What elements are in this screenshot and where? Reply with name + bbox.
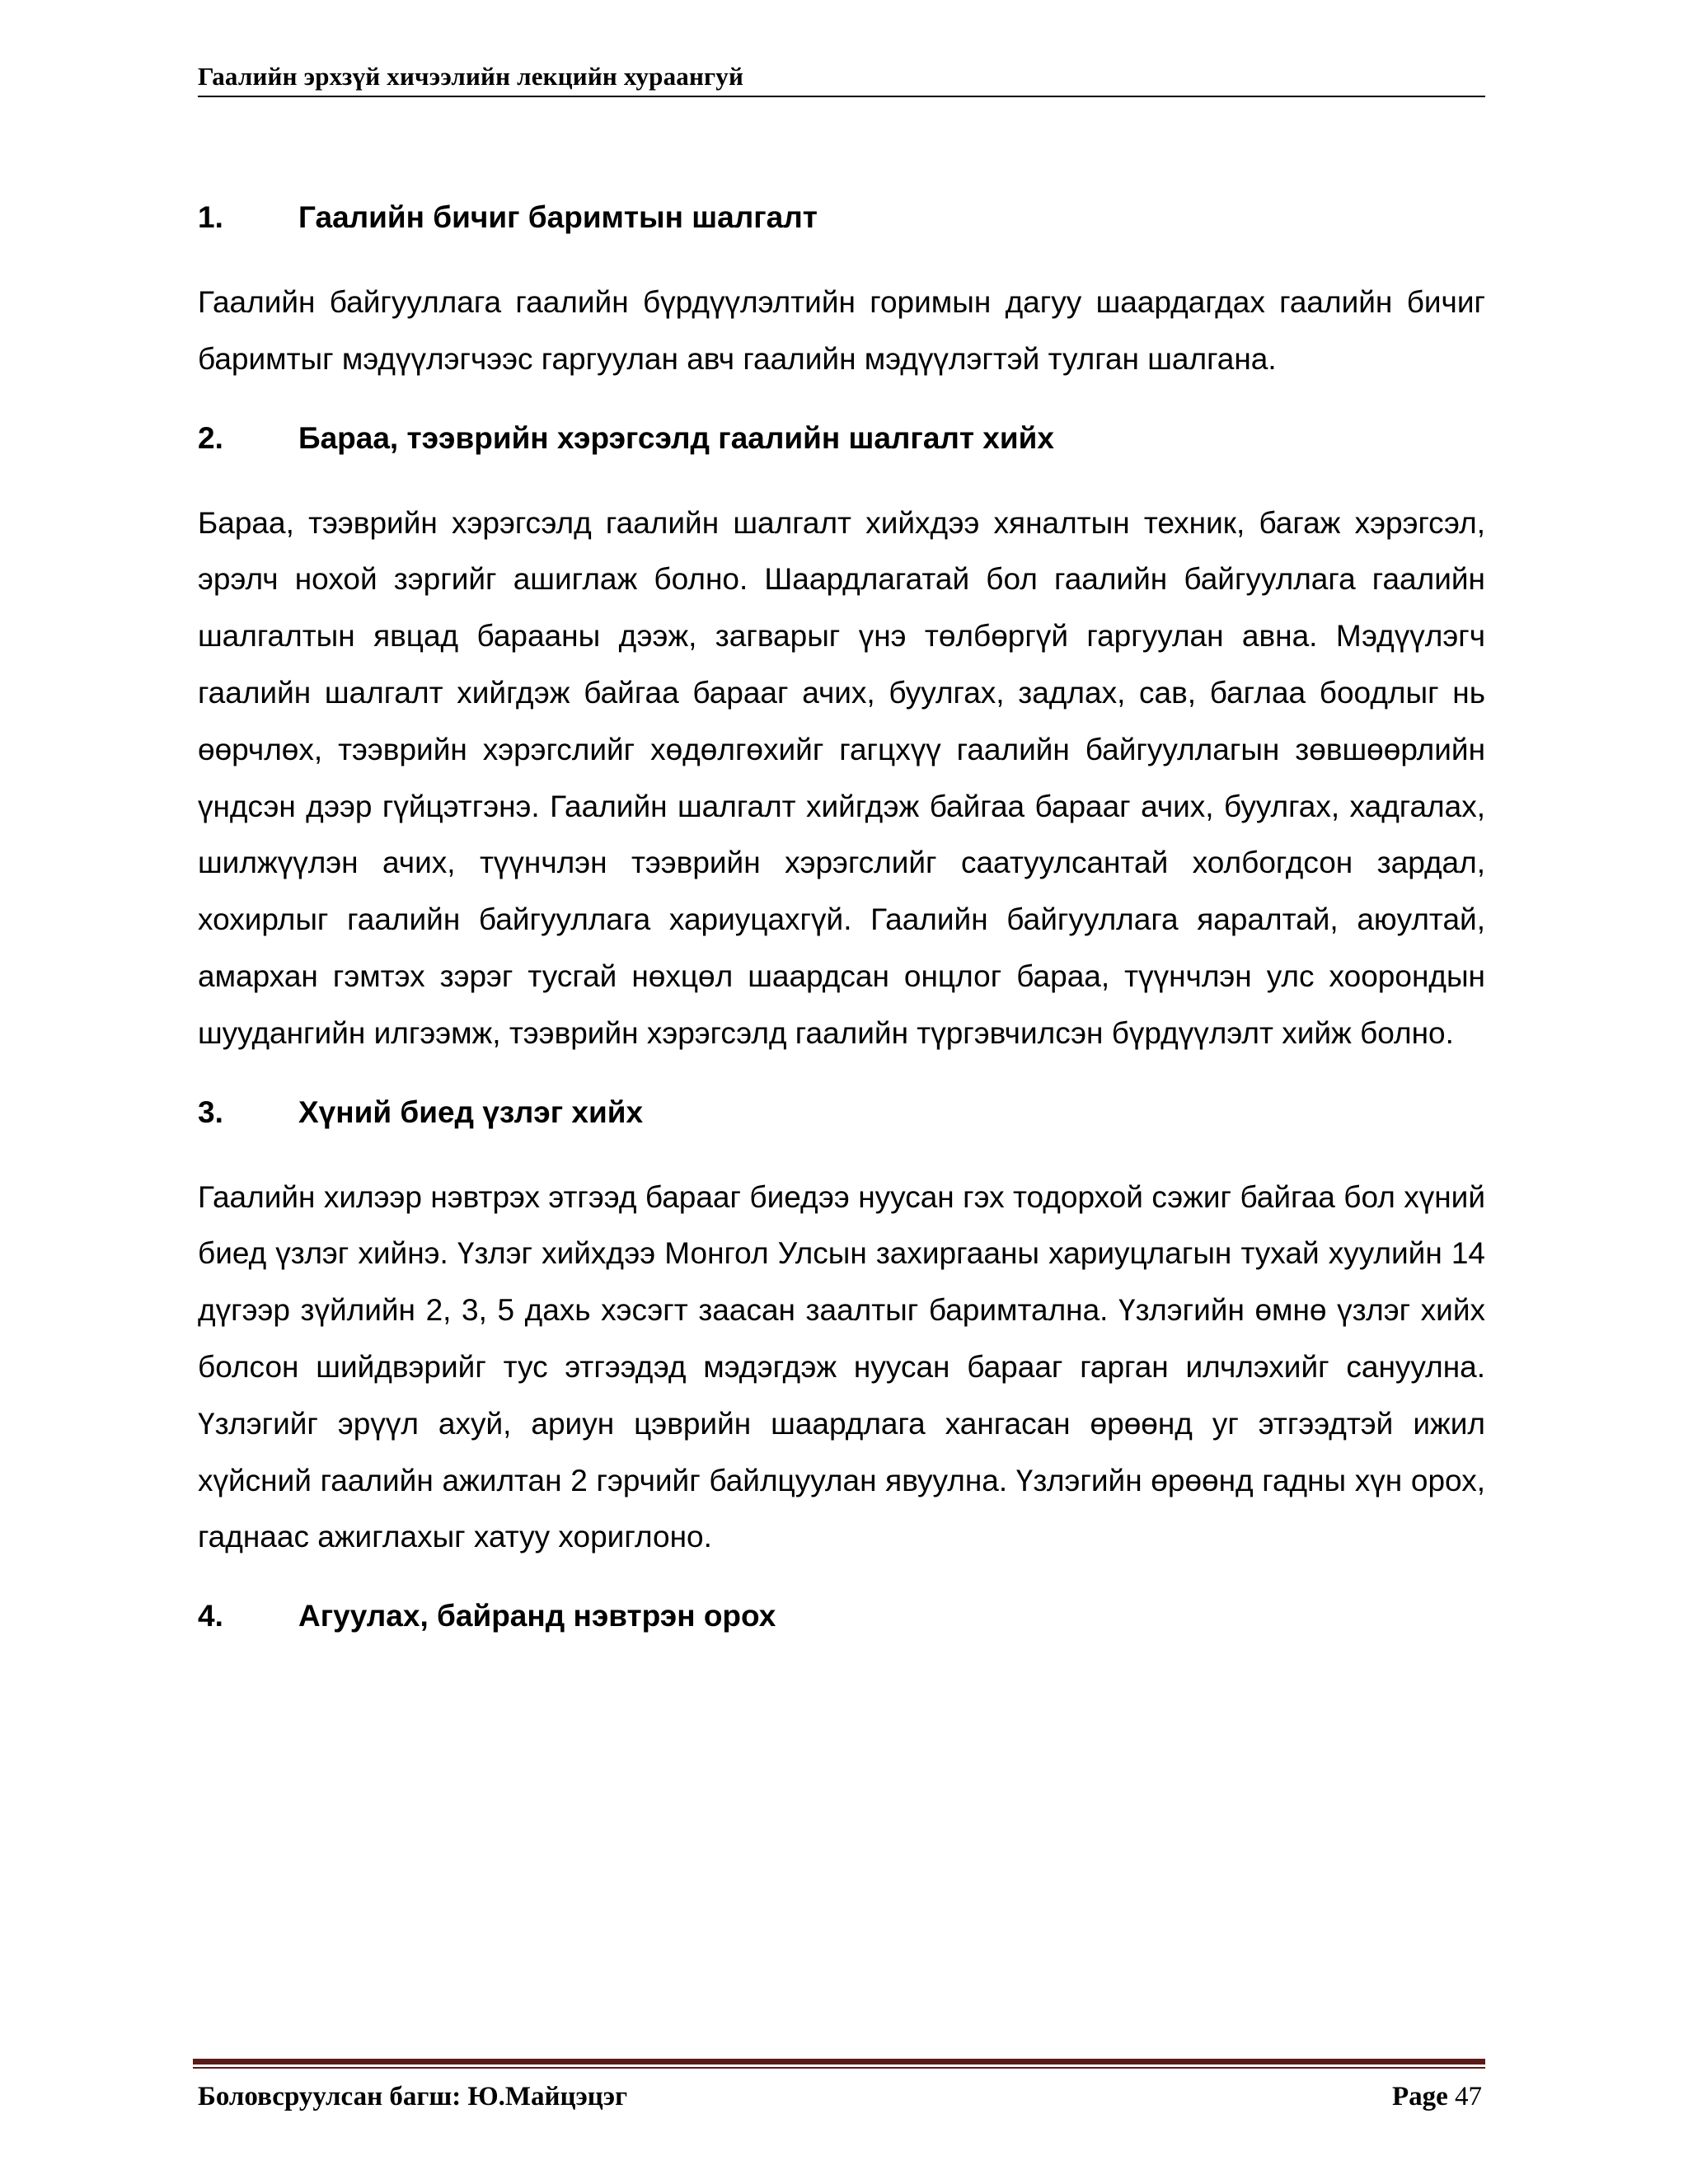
footer-author: Боловсруулсан багш: Ю.Майцэцэг [198,2082,628,2111]
section-heading-4 [198,1591,1485,1642]
page-footer [198,2079,1485,2115]
section-number: 1. [198,200,223,234]
section-heading-2 [198,413,1485,464]
section-heading-1 [198,192,1485,243]
header-title: Гаалийн эрхзүй хичээлийн лекцийн хураангуй [198,62,744,91]
footer-divider-thick [193,2059,1485,2064]
page-header [198,58,1485,97]
page-label: Page [1391,2082,1448,2111]
footer-divider [193,2059,1485,2070]
section-body-1: Гаалийн байгууллага гаалийн бүрдүүлэлтийн горимын дагуу шаардагдах гаалийн бичиг баримтыг мэдүүлэгчээс гаргуулан авч гаалийн мэдүүлэгтэй тулган шалгана. [198,285,1485,376]
section-body-2: Бараа, тээврийн хэрэгсэлд гаалийн шалгалт хийхдээ хяналтын техник, багаж хэрэгсэл, эрэлч нохой зэргийг ашиглаж болно. Шаардлагатай бол гаалийн байгууллага гаалийн шалгалтын явцад барааны дээж, загварыг үнэ төлбөргүй гаргуулан авна. Мэдүүлэгч гаалийн шалгалт хийгдэж байгаа барааг ачих, буулгах, задлах, сав, баглаа боодлыг нь өөрчлөх, тээврийн хэрэгслийг хөдөлгөхийг гагцхүү гаалийн байгууллагын зөвшөөрлийн үндсэн дээр гүйцэтгэнэ. Гаалийн шалгалт хийгдэж байгаа барааг ачих, буулгах, хадгалах, шилжүүлэн ачих, түүнчлэн тээврийн хэрэгслийг саатуулсантай холбогдсон зардал, хохирлыг гаалийн байгууллага хариуцахгүй. Гаалийн байгууллага яаралтай, аюултай, амархан гэмтэх зэрэг тусгай нөхцөл шаардсан онцлог бараа, түүнчлэн улс хоорондын шуудангийн илгээмж, тээврийн хэрэгсэлд гаалийн түргэвчилсэн бүрдүүлэлт хийж болно. [198,505,1485,1050]
section-number: 4. [198,1599,223,1633]
page-content [198,192,1485,1642]
section-title: Бараа, тээврийн хэрэгсэлд гаалийн шалгалт хийх [298,420,1054,455]
section-title: Гаалийн бичиг баримтын шалгалт [298,200,818,234]
section-number: 2. [198,420,223,455]
section-title: Хүний биед үзлэг хийх [298,1094,644,1129]
footer-divider-thin [193,2067,1485,2069]
section-body-3: Гаалийн хилээр нэвтрэх этгээд барааг биедээ нуусан гэх тодорхой сэжиг байгаа бол хүний биед үзлэг хийнэ. Үзлэг хийхдээ Монгол Улсын захиргааны хариуцлагын тухай хуулийн 14 дүгээр зүйлийн 2, 3, 5 дахь хэсэгт заасан заалтыг баримтална. Үзлэгийн өмнө үзлэг хийх болсон шийдвэрийг тус этгээдэд мэдэгдэж нуусан барааг гарган илчлэхийг сануулна. Үзлэгийг эрүүл ахуй, ариун цэврийн шаардлага хангасан өрөөнд уг этгээдтэй ижил хүйсний гаалийн ажилтан 2 гэрчийг байлцуулан явуулна. Үзлэгийн өрөөнд гадны хүн орох, гаднаас ажиглахыг хатуу хориглоно. [198,1179,1485,1554]
page-number: 47 [1455,2082,1482,2111]
section-title: Агуулах, байранд нэвтрэн орох [298,1599,776,1633]
section-heading-3 [198,1087,1485,1138]
section-number: 3. [198,1094,223,1129]
footer-page [1392,2079,1482,2115]
